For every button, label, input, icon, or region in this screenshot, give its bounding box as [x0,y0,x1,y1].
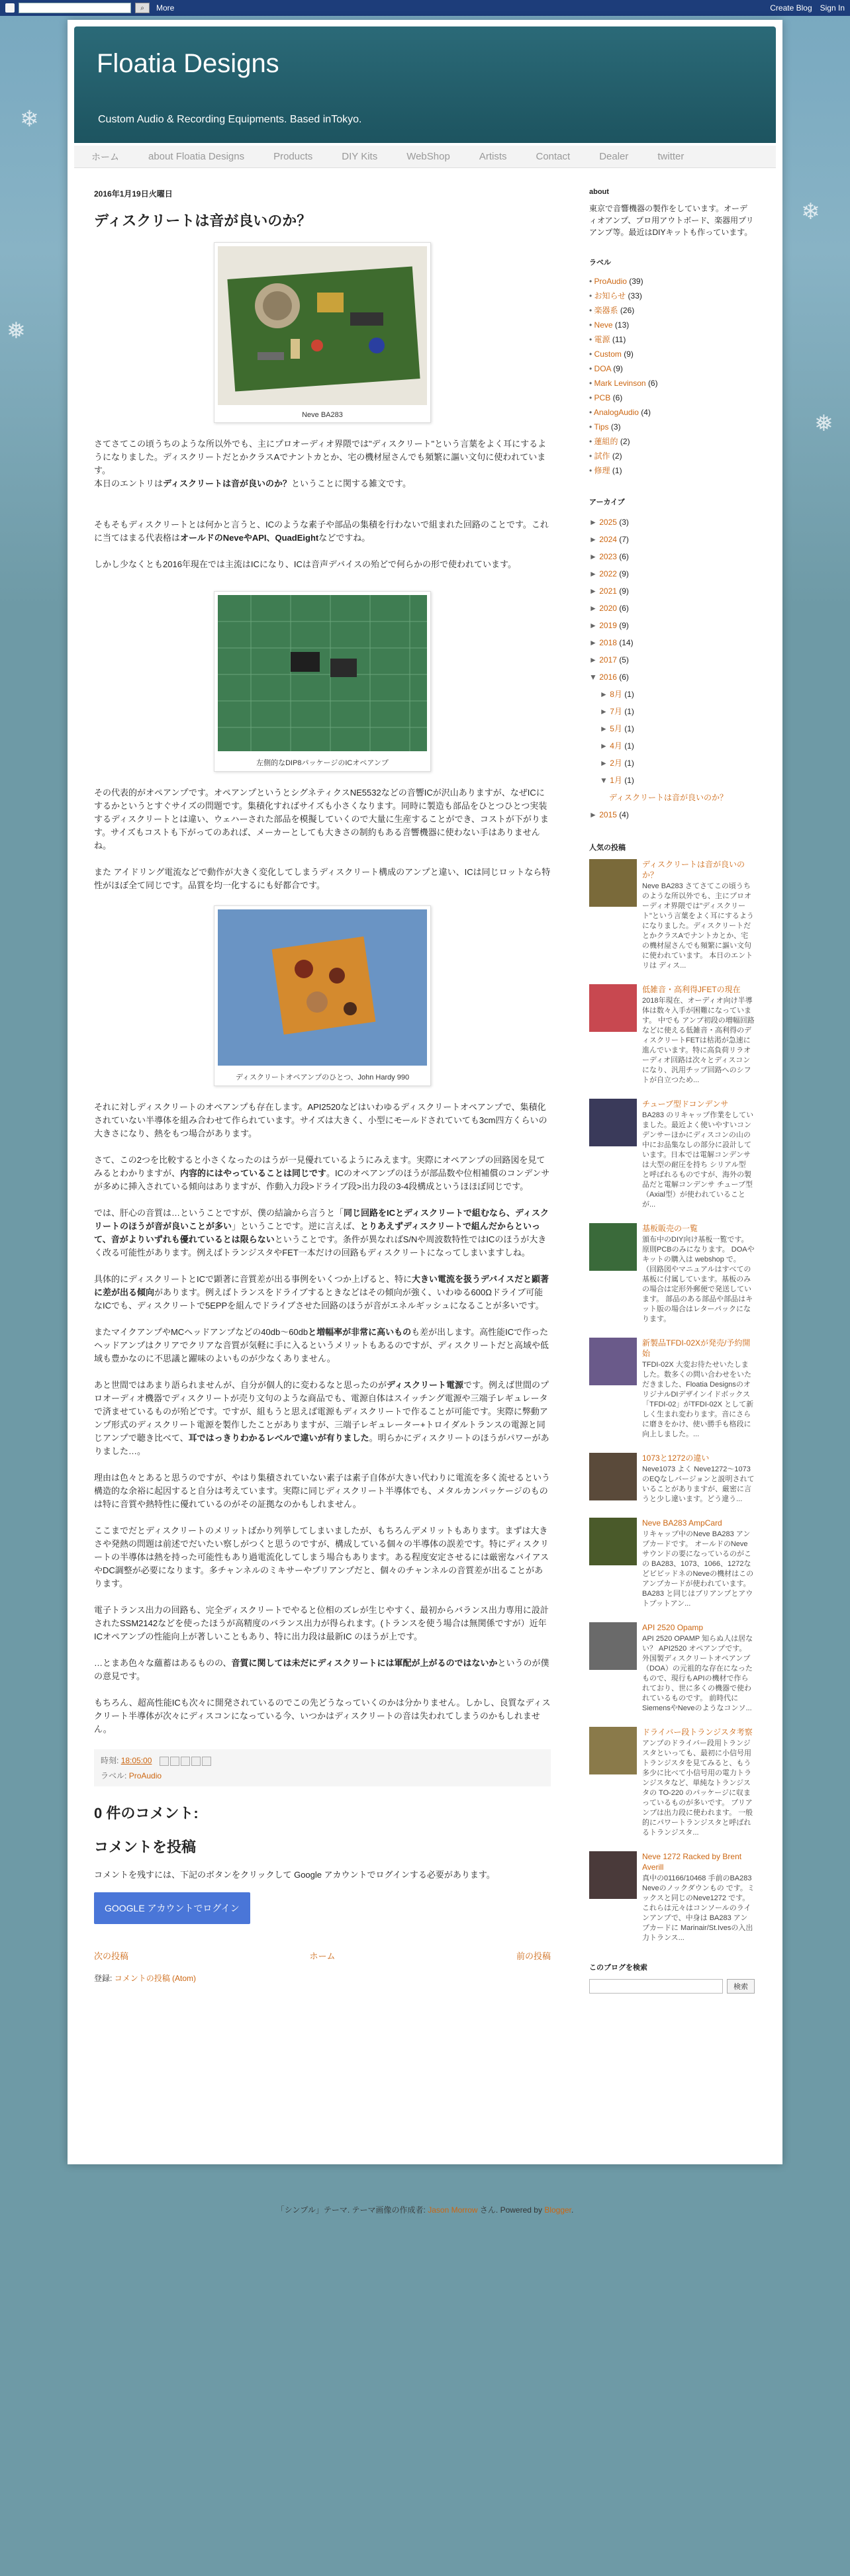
pinterest-share-icon[interactable] [202,1757,211,1766]
archive-item [589,548,755,565]
archive-link[interactable]: 2月 [610,759,622,768]
search-heading: このブログを検索 [589,1964,647,1972]
ic-opamp-photo[interactable] [218,595,427,751]
archive-item [589,565,755,582]
tab-products[interactable]: Products [273,151,313,162]
popular-post-thumbnail[interactable] [589,1223,637,1271]
blog-description: Custom Audio & Recording Equipments. Based inTokyo. [98,114,362,125]
archive-toggle-icon[interactable]: ► [589,810,600,819]
post-paragraph: さて、この2つを比較すると小さくなったのはうが一見優れているようにみえます。実際にオペアンプの回路図を見てみるとわかりますが、内容的にはやっていることは同じです。ICのオペアンプのほうが部品数や位相補償のコンデンサが多めに挿入されている傾向はありますが、作動入力段>ドライブ段>出力段の3-4段構成というほほぼ同じです。 [94,1155,550,1191]
label-count: (2) [620,437,630,446]
label-count: (3) [610,422,621,432]
post-paragraph: あと世間ではあまり語られませんが、自分が個人的に変わるなと思ったのがディスクリート電源です。例えば世間のプロオーディオ機器でディスクリートが売り文句のような商品でも、電源自体はスイッチング電源や三端子レギュレータで済ませているものが殆どです。ですが、組もうと思えば電源もディスクリートで作ることが可能です。実際に弊動アンプ形式のディスクリート電源を製作したことがありますが、三端子レギュレーター+トロイダルトランスの電源と同じアンプで聴き比べて、耳ではっきりわかるレベルで違いが有りました。明らかにディスクリートのほうがパワーがありました…。 [94,1380,549,1456]
search-widget [589,1962,755,1994]
archive-link[interactable]: 8月 [610,690,622,699]
snowflake-decoration: ❄ [801,199,820,224]
tab-about[interactable]: about Floatia Designs [148,151,245,162]
archive-toggle-icon[interactable]: ► [589,586,600,596]
archive-item [589,531,755,548]
post-paragraph: さてさてこの頃うちのような所以外でも、主にプロオーディオ界隈では"ディスクリート"という言葉をよく耳にするようになりました。ディスクリートだとかクラスAでナントカとか、宅の機材屋さんでも頻繁に謳い文句に使われています。 本日のエントリはディスクリートは音が良いのか？ということに関する雑文です。 [94,439,547,488]
archive-count: (1) [624,776,634,785]
label-count: (11) [612,335,626,344]
create-blog-link[interactable]: Create Blog [770,3,812,13]
archive-toggle-icon[interactable]: ► [589,569,600,578]
navbar-more-link[interactable]: More [156,3,175,13]
snowflake-decoration: ❅ [814,411,833,436]
label-item [589,303,755,318]
navbar-search-button[interactable]: ⌕ [135,3,150,13]
popular-posts-widget [589,842,755,1943]
snowflake-decoration: ❄ [20,107,39,132]
popular-post-item [589,1727,755,1838]
popular-post-snippet: Neve1073 よく Neve1272〜1073のEQなしバージョンと説明されていることがありますが、厳密に言うと少し違います。どう違う... [642,1465,755,1503]
label-count: (4) [641,408,651,417]
popular-post-item [589,1851,755,1943]
label-item [589,391,755,405]
archive-link[interactable]: 2025 [599,518,617,527]
labels-heading: ラベル [589,259,611,267]
popular-post-snippet: BA283 のリキャップ作業をしていました。最近よく使いやすいコンデンサーほかにディスコンの山の中にお品集なしの部分に設計しています。日本では電解コンデンサは大型の耐圧を持ち シリアル型 と呼ばれるものですが、海外の製品だと電解コンデンサ チューブ型（Axial型）が使われていることが... [642,1111,754,1209]
older-post-link[interactable]: 前の投稿 [516,1951,551,1961]
archive-link[interactable]: 5月 [610,724,622,733]
popular-list [589,859,755,1943]
tab-artists[interactable]: Artists [479,151,507,162]
label-link[interactable]: 楽器系 [594,306,618,315]
post-paragraph: 電子トランス出力の回路も、完全ディスクリートでやると位相のズレが生じやすく、最初からバランス出力専用に設計されたSSM2142などを使ったほうが高精度のバランス出力が得られます。(トランスを使う場合は無関係ですが）近年ICオペアンプの性能向上が著しいこともあり、特に出力段は最新IC のほうが上です。 [94,1605,549,1641]
tab-dealer[interactable]: Dealer [599,151,629,162]
archive-toggle-icon[interactable]: ► [600,690,610,699]
snowflake-decoration: ❅ [7,318,26,344]
archive-link[interactable]: 2021 [599,586,617,596]
post-paragraph: ここまでだとディスクリートのメリットばかり列挙してしまいましたが、もちろんデメリットもあります。まずは大きさや発熱の問題は前述でだいたい察しがつくと思うのですが、構成している個々の半導体の誤差です。特にディスクリートの半導体は熱を持った可能性もあり過電流化してしまう場合もあります。ある程度安定させるには厳密なバイアスやDC調整が必要になります。多チャンネルのミキサーやプリアンプだと、個々のチャンネルの音質差が出ることがあります。 [94,1526,549,1588]
archive-count: (6) [619,552,629,561]
blog-search-button[interactable]: 検索 [727,1979,755,1994]
archive-toggle-icon[interactable]: ► [589,655,600,665]
page-container [68,20,782,2215]
label-link[interactable]: 修理 [594,466,610,475]
archive-count: (14) [619,638,634,647]
blog-title[interactable]: Floatia Designs [97,49,279,78]
popular-post-title[interactable]: ディスクリートは音が良いのか？ [642,860,745,880]
label-link[interactable]: PCB [594,393,611,402]
post-paragraph: 具体的にディスクリートとICで顕著に音質差が出る事例をいくつか上げると、特に大きい電流を扱うデバイスだと顕著に差が出る傾向があります。例えばトランスをドライブするときなどはその傾向が強く、いわゆる600Ωドライブ可能なICでも、ディスクリートで5EPPを組んでドライブさせた回路のほうが音がエネルギッシュになることが多いです。 [94,1274,549,1311]
blogger-logo-icon[interactable] [5,3,15,13]
label-link[interactable]: ProAudio [594,277,627,286]
archive-item [589,772,755,789]
popular-post-thumbnail[interactable] [589,1727,637,1774]
archive-toggle-icon[interactable]: ► [589,638,600,647]
label-item [589,332,755,347]
blogger-navbar [0,0,850,16]
label-item [589,347,755,361]
archive-item [589,600,755,617]
label-link[interactable]: Mark Levinson [594,379,646,388]
label-link[interactable]: 電源 [594,335,610,344]
archive-item [589,703,755,720]
label-count: (9) [624,349,634,359]
post-paragraph: では、肝心の音質は…ということですが、僕の結論から言うと「同じ回路をICとディスクリートで組むなら、ディスクリートのほうが音が良いことが多い」ということです。逆に言えば、とりあえずディスクリートで組んだからといって、音がよりいずれも優れているとは限らないということです。条件が異なればS/Nや周波数特性ではICのほうが大きく改る可能性があります。例えばトランジスタやFET一本だけの回路もディスクリートになってしまいますしね。 [94,1208,549,1258]
posted-at-label: 時刻: [101,1756,119,1765]
archive-count: (1) [624,707,634,716]
share-buttons [160,1757,211,1766]
archive-item [589,686,755,703]
archive-link[interactable]: 2023 [599,552,617,561]
post-paragraph: またマイクアンプやMCヘッドアンプなどの40db〜60dbと増幅率が非常に高いものも差が出します。高性能ICで作ったヘッドアンプはクリアでクリアな音質が気軽に手に入るというメリットもあるのですが、ディスクリートだと高域や低域も豊かなのに不思議と躍味のよいものが少なくありません。 [94,1327,549,1363]
labels-list [589,274,755,478]
google-login-button[interactable]: GOOGLE アカウントでログイン [94,1892,250,1924]
twitter-share-icon[interactable] [181,1757,190,1766]
post-paragraph: …とまあ色々な蘊蓄はあるものの、音質に関しては未だにディスクリートには軍配が上がるのではないかというのが僕の意見です。 [94,1658,549,1681]
blog-header [74,26,776,143]
popular-post-title[interactable]: 1073と1272の違い [642,1453,710,1463]
popular-post-thumbnail[interactable] [589,1453,637,1500]
archive-count: (3) [619,518,629,527]
post-title: ディスクリートは音が良いのか？ [94,212,312,229]
tab-home[interactable]: ホーム [91,151,119,162]
archive-item [589,651,755,668]
newer-post-link[interactable]: 次の投稿 [94,1951,129,1961]
email-share-icon[interactable] [160,1757,169,1766]
label-item [589,274,755,289]
sidebar [589,188,755,2012]
label-item [589,361,755,376]
navbar-search-input[interactable] [19,3,131,13]
archive-count: (1) [624,724,634,733]
archive-link[interactable]: 2015 [599,810,617,819]
archive-count: (9) [619,586,629,596]
archive-toggle-icon[interactable]: ▼ [600,776,610,785]
popular-post-snippet: 真中の01166/10468 手前のBA283 Neveのノックダウンもの です。ミックスと同じのNeve1272 です。 これらは元々はコンソールのラインアンプで、中身は BA283 アンプカードに Marinair/St.Ivesの入出力トランス... [642,1874,755,1942]
label-count: (13) [614,320,630,330]
label-item [589,463,755,478]
blogger-link[interactable]: Blogger [544,2205,572,2215]
popular-post-item [589,1099,755,1210]
post-paragraph: そもそもディスクリートとは何かと言うと、ICのような素子や部品の集積を行わないで組まれた回路のことです。これに当てはまる代表格はオールドのNeveやAPI、QuadEightなどですね。 [94,520,549,543]
popular-post-snippet: TFDI-02X 大変お待たせいたしました。数多くの問い合わせをいただきました、Floatia DesignsのオリジナルDIデザインイドボックス「TFDI-02」がTFDI-02X として新しく生まれ変わります。音にさらに磨きをかけ、使い勝手も格段に向上しました。... [642,1361,754,1438]
label-item [589,420,755,434]
popular-post-snippet: リキャップ中のNeve BA283 アンプカードです。 オールドのNeveサウンドの要になっているのがこの BA283、1073、1066、1272などビビッドネのNeveの機材はこのアンプカードが使われています。 BA283 と同じはブリアンプとアウトプットアン... [642,1530,754,1608]
archive-item [589,617,755,634]
popular-post-thumbnail[interactable] [589,1518,637,1565]
archive-item [589,720,755,737]
archive-toggle-icon[interactable]: ► [589,518,600,527]
blog-this-icon[interactable] [170,1757,179,1766]
popular-post-title[interactable]: 低雑音・高利得JFETの現在 [642,985,741,994]
archive-item [589,737,755,755]
post-paragraph: もちろん、超高性能ICも次々に開発されているのでこの先どうなっていくのかは分かりません。しかし、良質なディスクリート半導体が次々にディスコンになっている今、いつかはディスクリートの音は失われてしまうのかもしれません。 [94,1698,551,1734]
archive-count: (1) [624,759,634,768]
about-text: 東京で音響機器の製作をしています。オーディオアンプ、プロ用アウトボード、楽器用プリアンプ等。最近はDIYキットも作っています。 [589,204,754,237]
author-link[interactable]: Jason Morrow [428,2205,478,2215]
archive-item [589,668,755,686]
popular-post-title[interactable]: Neve BA283 AmpCard [642,1518,722,1528]
post-paragraph: その代表的がオペアンプです。オペアンプというとシグネティクスNE5532などの音響ICが沢山ありますが、なぜICにするかというとすぐサイズの問題です。集積化すればサイズも小さくなります。同時に製造も部品をひとつひとつ実装するディスクリートとは違い、ウェハーされた部品を模擬していくので大量に生産することができ、コストが下がります。サイズもコストも下がってのあれば、メーカーとしても大きさの制約もある音響機器に使わない手はありませんね。 [94,788,549,851]
post-date: 2016年1月19日火曜日 [94,189,173,199]
popular-post-title[interactable]: 基板販売の一覧 [642,1224,698,1233]
figure-caption: 左側的なDIP8パッケージのICオペアンプ [256,759,389,767]
tab-contact[interactable]: Contact [536,151,571,162]
figure-john-hardy-990 [94,905,551,1086]
label-link[interactable]: DOA [594,364,611,373]
home-link[interactable]: ホーム [309,1951,336,1961]
label-count: (33) [628,291,642,300]
archive-toggle-icon[interactable]: ► [589,552,600,561]
archive-item [589,582,755,600]
archive-item [589,806,755,823]
label-link[interactable]: 蓮組的 [594,437,618,446]
archive-link[interactable]: 2019 [599,621,617,630]
popular-post-item [589,1518,755,1609]
popular-post-snippet: アンプのドライバー段用トランジスタといっても、最初に小信号用トランジスタを見てみると、もう多少に比べて小信号用の電力トランジスタなど、単純なトランジスタの TO-220 のパッケージに収まっているものが多いです。 プリアンプは出力段に使われます。 一般的にパワートランジスタと呼ばれるトランジスタ... [642,1739,753,1837]
popular-post-thumbnail[interactable] [589,1851,637,1899]
label-item [589,434,755,449]
archive-toggle-icon[interactable]: ► [600,707,610,716]
popular-post-snippet: 2018年現在、オーディオ向け半導体は数々入手が困難になっています。 中でも アンプ初段の増幅回路などに使える低雑音・高利得のディスクリートFETは枯渇が急速に進んでいます。特に高負荷リラオーディオ回路は次々とディスコンになり、汎用チップ回路へのシフトが自立つため... [642,997,755,1084]
archive-count: (6) [619,604,629,613]
post-timestamp-link[interactable]: 18:05:00 [120,1756,152,1765]
labels-label: ラベル: [101,1771,127,1780]
label-count: (26) [620,306,635,315]
popular-post-title[interactable]: ドライバー段トランジスタ考察 [642,1727,753,1737]
archive-link[interactable]: 4月 [610,741,622,751]
popular-post-snippet: API 2520 OPAMP 知らぬ人は居ない？ API2520 オペアンプです。 外国製ディスクリートオペアンプ（DOA）の元祖的な存在になったもので、現行もAPIの機材で作られており、世に多くの機器で使われているものです。 前時代にSiemensやNeveのようなコンソ... [642,1635,753,1712]
archive-list [589,514,755,823]
blog-pager [94,1949,551,1962]
popular-post-thumbnail[interactable] [589,1622,637,1670]
label-count: (6) [612,393,623,402]
label-item [589,318,755,332]
post-paragraph: それに対しディスクリートのオペアンプも存在します。API2520などはいわゆるディスクリートオペアンプで、集積化されていない半導体を組み合わせて作られています。サイズは大きく、小型にモールドされていても3cm四方くらいの大きさになり、熱をもつ場合があります。 [94,1102,547,1138]
archive-item [589,755,755,772]
label-link[interactable]: 試作 [594,451,610,461]
theme-attribution: 「シンプル」テーマ. テーマ画像の作成者: Jason Morrow さん. Powered by Blogger. [276,2205,574,2215]
archive-count: (6) [619,672,629,682]
archive-toggle-icon[interactable]: ► [589,621,600,630]
popular-post-item [589,1223,755,1324]
about-widget [589,188,755,238]
atom-feed-link[interactable]: コメントの投稿 (Atom) [114,1974,197,1983]
about-heading: about [589,188,609,196]
figure-neve-ba283 [94,242,551,423]
archive-toggle-icon[interactable]: ► [589,535,600,544]
label-link[interactable]: AnalogAudio [593,408,639,417]
archive-count: (9) [619,569,629,578]
archive-link[interactable]: ディスクリートは音が良いのか？ [609,793,728,802]
label-link[interactable]: Tips [594,422,609,432]
popular-post-item [589,1453,755,1504]
post-comment-heading: コメントを投稿 [94,1839,197,1855]
label-count: (39) [629,277,643,286]
facebook-share-icon[interactable] [191,1757,201,1766]
archive-link[interactable]: 2022 [599,569,617,578]
archive-link[interactable]: 2016 [599,672,617,682]
post-paragraph: また アイドリング電流などで動作が大きく変化してしまうディスクリート構成のアンプと違い、ICは同じロットなら特性がほぼ全て同じです。品質を均一化するにも好都合です。 [94,867,551,890]
tab-webshop[interactable]: WebShop [406,151,450,162]
archive-link[interactable]: 2020 [599,604,617,613]
archive-count: (9) [619,621,629,630]
john-hardy-990-photo[interactable] [218,909,427,1066]
archive-link[interactable]: 1月 [610,776,622,785]
post-paragraph: しかし少なくとも2016年現在では主流はICになり、ICは音声デバイスの殆どで何らかの形で使われています。 [94,559,516,569]
main-column [94,188,551,1984]
sign-in-link[interactable]: Sign In [820,3,845,13]
popular-post-title[interactable]: API 2520 Opamp [642,1623,704,1632]
page-tabs [74,146,776,168]
figure-caption: ディスクリートオペアンプのひとつ、John Hardy 990 [235,1074,410,1081]
archive-link[interactable]: 7月 [610,707,622,716]
label-link[interactable]: Neve [594,320,613,330]
archive-toggle-icon[interactable]: ► [589,604,600,613]
archive-widget [589,496,755,823]
archive-count: (5) [619,655,629,665]
figure-ic-opamp [94,591,551,772]
tab-diy-kits[interactable]: DIY Kits [342,151,378,162]
popular-post-item [589,1622,755,1714]
archive-heading: アーカイブ [589,498,625,506]
popular-post-item [589,984,755,1085]
label-item [589,449,755,463]
label-count: (9) [613,364,623,373]
archive-count: (1) [624,690,634,699]
archive-link[interactable]: 2018 [599,638,617,647]
comments-count-heading: 0 件のコメント: [94,1805,199,1821]
labels-widget [589,257,755,478]
label-link[interactable]: Custom [594,349,622,359]
label-count: (1) [612,466,622,475]
tab-twitter[interactable]: twitter [657,151,685,162]
label-count: (6) [647,379,658,388]
figure-caption: Neve BA283 [302,411,343,419]
archive-link[interactable]: 2024 [599,535,617,544]
popular-post-title[interactable]: 新製品TFDI-02Xが発売/予約開始 [642,1338,751,1358]
popular-heading: 人気の投稿 [589,844,626,852]
popular-post-item [589,859,755,971]
archive-toggle-icon[interactable]: ► [600,741,610,751]
neve-ba283-photo[interactable] [218,246,427,405]
popular-post-thumbnail[interactable] [589,1099,637,1146]
popular-post-thumbnail[interactable] [589,859,637,907]
archive-toggle-icon[interactable]: ▼ [589,672,600,682]
popular-post-item [589,1338,755,1440]
label-link[interactable]: お知らせ [594,291,626,300]
popular-post-thumbnail[interactable] [589,984,637,1032]
label-item [589,289,755,303]
archive-count: (4) [619,810,629,819]
archive-item [589,634,755,651]
blog-search-input[interactable] [589,1979,723,1994]
label-link-proaudio[interactable]: ProAudio [128,1771,162,1780]
archive-toggle-icon[interactable]: ► [600,759,610,768]
popular-post-snippet: 頒布中のDIY向け基板一覧です。原則PCBのみになります。 DOAやキットの購入は webshop で。 （回路図やマニュアルはすべての基板に付属しています。基板のみの場合は定形外郵便で発送しています。 部品のある部品や部品はキット版の場合はレターパックになります。 [642,1236,755,1323]
popular-post-title[interactable]: Neve 1272 Racked by Brent Averill [642,1852,742,1872]
popular-post-snippet: Neve BA283 さてさてこの頃うちのような所以外でも、主にプロオーディオ界隈では"ディスクリート"という言葉をよく耳にするようになりました。ディスクリートだとかクラスAでナントカとか、宅の機材屋さんでも頻繁に謳い文句に使われています。 本日のエントリは ディス... [642,882,754,970]
popular-post-title[interactable]: チューブ型ドコンデンサ [642,1099,729,1109]
comment-instructions: コメントを残すには、下記のボタンをクリックして Google アカウントでログインする必要があります。 [94,1870,495,1880]
post-paragraph: 理由は色々とあると思うのですが、やはり集積されていない素子は素子自体が大きい代わりに電流を多く流せるという構造的な余裕に起因すると自分は考えています。実際に同じディスクリート半導体でも、メタルカンパッケージのものは特に音質や熱特性に優れているのがその証拠なのかもしれません。 [94,1473,551,1509]
label-item [589,405,755,420]
archive-toggle-icon[interactable]: ► [600,724,610,733]
feed-links: 登録: コメントの投稿 (Atom) [94,1974,197,1983]
archive-item [589,514,755,531]
archive-link[interactable]: 2017 [599,655,617,665]
label-item [589,376,755,391]
archive-count: (1) [624,741,634,751]
archive-item [589,789,755,806]
popular-post-thumbnail[interactable] [589,1338,637,1385]
label-count: (2) [612,451,622,461]
post-footer [94,1749,551,1786]
archive-count: (7) [619,535,629,544]
